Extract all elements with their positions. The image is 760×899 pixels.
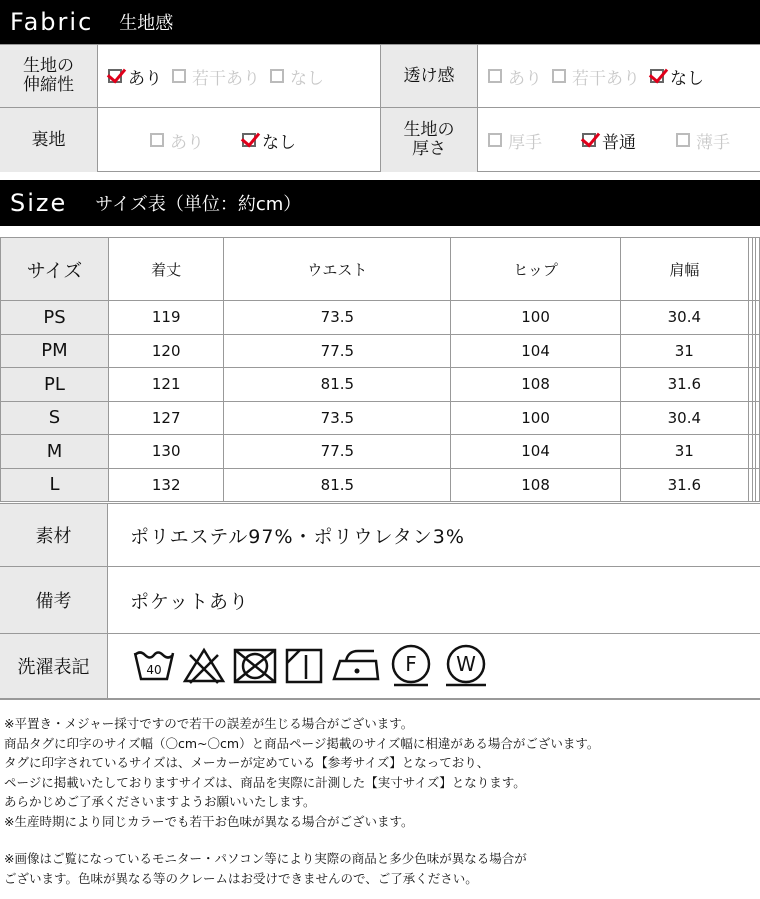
size-name: S [1, 401, 109, 435]
fabric-option [488, 64, 542, 89]
fabric-option-label: なし [262, 132, 296, 153]
size-name: PM [1, 334, 109, 368]
size-value: 31.6 [620, 468, 748, 502]
remarks-row [0, 567, 760, 634]
size-value: 73.5 [224, 301, 451, 335]
iron-low-icon [330, 647, 382, 685]
size-column-header: ヒップ [451, 238, 620, 301]
material-label: 素材 [0, 504, 108, 566]
table-row [1, 435, 760, 469]
note-line: ※画像はご覧になっているモニター・パソコン等により実際の商品と多少色味が異なる場合が [4, 851, 527, 866]
table-row [1, 468, 760, 502]
fabric-option [650, 64, 704, 89]
fabric-option [676, 128, 730, 153]
no-bleach-icon [182, 647, 226, 685]
fabric-option-label: あり [128, 68, 162, 89]
size-value: 104 [451, 435, 620, 469]
note-line: ※生産時期により同じカラーでも若干お色味が異なる場合がございます。 [4, 813, 414, 829]
note-line: タグに印字されているサイズは、メーカーが定めている【参考サイズ】となっており、 [4, 755, 490, 770]
size-value [756, 334, 760, 368]
line-dry-shade-icon [284, 647, 324, 685]
table-row [1, 334, 760, 368]
size-value: 132 [109, 468, 224, 502]
fabric-option [582, 128, 636, 153]
laundry-icons [108, 634, 492, 698]
size-table-header [1, 238, 760, 301]
fabric-option [242, 128, 296, 153]
size-column-header: 着丈 [109, 238, 224, 301]
laundry-label: 洗濯表記 [0, 634, 108, 698]
notes [4, 714, 756, 888]
size-value: 108 [451, 468, 620, 502]
size-name: PL [1, 368, 109, 402]
size-col-label: サイズ [1, 238, 109, 301]
size-value: 77.5 [224, 435, 451, 469]
size-column-header [756, 238, 760, 301]
size-value: 120 [109, 334, 224, 368]
size-value [756, 468, 760, 502]
unchecked-box-icon [488, 133, 502, 147]
size-value: 104 [451, 334, 620, 368]
unchecked-box-icon [270, 69, 284, 83]
unchecked-box-icon [552, 69, 566, 83]
checked-box-icon [108, 69, 122, 83]
fabric-option-label: 厚手 [508, 132, 542, 153]
note-line: あらかじめご了承くださいますようお願いいたします。 [4, 794, 316, 809]
fabric-option-label: あり [170, 132, 204, 153]
fabric-option [552, 64, 640, 89]
dry-clean-letter: F [405, 652, 417, 676]
wash-temp: 40 [146, 663, 162, 677]
size-value: 81.5 [224, 468, 451, 502]
size-value: 127 [109, 401, 224, 435]
remarks-value: ポケットあり [130, 590, 250, 613]
size-value: 77.5 [224, 334, 451, 368]
unchecked-box-icon [488, 69, 502, 83]
fabric-header [0, 0, 760, 44]
size-column-header: 肩幅 [620, 238, 748, 301]
fabric-option [172, 64, 260, 89]
size-value: 81.5 [224, 368, 451, 402]
size-value: 130 [109, 435, 224, 469]
note-line: ページに掲載いたしておりますサイズは、商品を実際に計測した【実寸サイズ】となります。 [4, 774, 526, 790]
laundry-row [0, 634, 760, 700]
size-name: L [1, 468, 109, 502]
size-value: 119 [109, 301, 224, 335]
size-value: 73.5 [224, 401, 451, 435]
size-value: 121 [109, 368, 224, 402]
fabric-option-label: 若干あり [192, 68, 260, 89]
table-row [1, 368, 760, 402]
no-tumble-dry-icon [232, 647, 278, 685]
fabric-option [270, 64, 324, 89]
fabric-label: 生地の 伸縮性 [0, 45, 98, 107]
fabric-option [488, 128, 542, 153]
fabric-option-label: なし [670, 68, 704, 89]
fabric-heading: Fabric [10, 8, 94, 36]
dry-clean-f-icon [388, 643, 434, 689]
size-value: 31 [620, 334, 748, 368]
size-header [0, 180, 760, 226]
size-value [756, 435, 760, 469]
size-value: 31.6 [620, 368, 748, 402]
fabric-subheading: 生地感 [119, 13, 174, 34]
size-value: 30.4 [620, 401, 748, 435]
fabric-option-label: 普通 [602, 132, 636, 153]
wash-40-icon [132, 647, 176, 685]
fabric-panel [0, 44, 760, 172]
size-column-header: ウエスト [224, 238, 451, 301]
fabric-option-label: なし [290, 68, 324, 89]
size-value [756, 301, 760, 335]
size-value [756, 368, 760, 402]
size-value [756, 401, 760, 435]
material-row [0, 503, 760, 567]
checked-box-icon [582, 133, 596, 147]
unchecked-box-icon [172, 69, 186, 83]
size-name: PS [1, 301, 109, 335]
fabric-option-label: あり [508, 68, 542, 89]
fabric-label: 生地の 厚さ [380, 108, 478, 172]
size-value: 31 [620, 435, 748, 469]
fabric-option-label: 薄手 [696, 132, 730, 153]
size-subheading: サイズ表（単位：約cm） [95, 194, 302, 215]
fabric-row [0, 45, 760, 108]
note-line: 商品タグに印字のサイズ幅（〇cm~〇cm）と商品ページ掲載のサイズ幅に相違がある場合がございます。 [4, 735, 600, 751]
fabric-option [150, 128, 204, 153]
fabric-row [0, 108, 760, 172]
unchecked-box-icon [676, 133, 690, 147]
checked-box-icon [650, 69, 664, 83]
note-line: ございます。色味が異なる等のクレームはお受けできませんので、ご了承ください。 [4, 870, 478, 886]
fabric-option-label: 若干あり [572, 68, 640, 89]
remarks-label: 備考 [0, 567, 108, 633]
fabric-label: 裏地 [0, 108, 98, 172]
wet-clean-letter: W [456, 652, 476, 676]
table-row [1, 401, 760, 435]
wet-clean-w-icon [440, 643, 492, 689]
table-row [1, 301, 760, 335]
fabric-option [108, 64, 162, 89]
size-value: 100 [451, 401, 620, 435]
material-value: ポリエステル97%・ポリウレタン3% [130, 525, 465, 548]
size-name: M [1, 435, 109, 469]
size-value: 100 [451, 301, 620, 335]
fabric-label: 透け感 [380, 45, 478, 107]
size-heading: Size [10, 189, 68, 217]
size-value: 108 [451, 368, 620, 402]
unchecked-box-icon [150, 133, 164, 147]
checked-box-icon [242, 133, 256, 147]
size-value: 30.4 [620, 301, 748, 335]
note-line: ※平置き・メジャー採寸ですので若干の誤差が生じる場合がございます。 [4, 716, 414, 731]
size-table [0, 237, 760, 502]
